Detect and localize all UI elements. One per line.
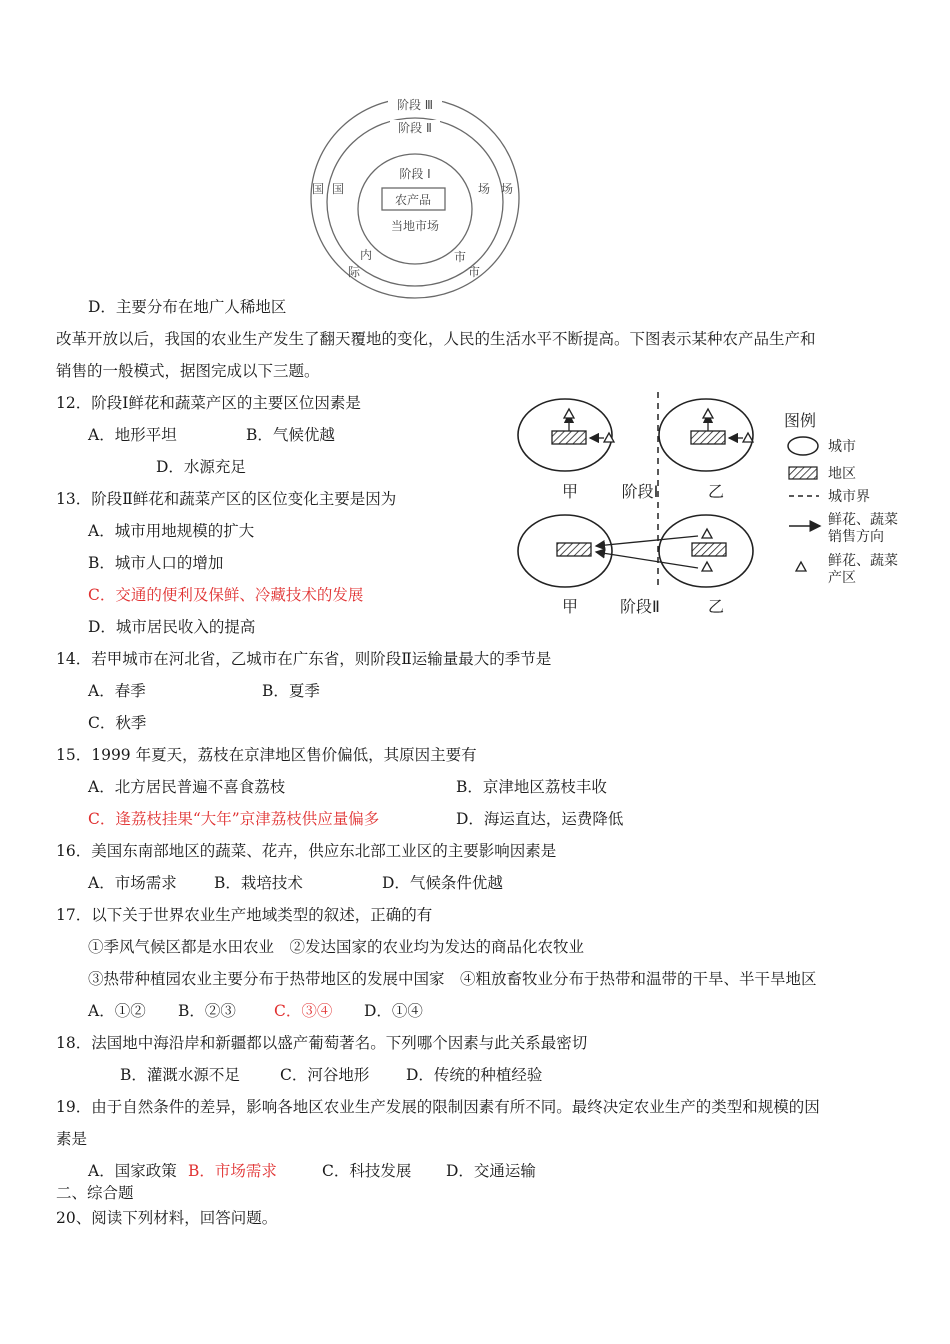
- stage-diagram: [508, 388, 928, 628]
- q15-option-d: D．海运直达，运费降低: [456, 810, 624, 828]
- producer-yi-stage2-bottom: [702, 562, 712, 571]
- intro-line-1: 改革开放以后，我国的农业生产发生了翻天覆地的变化，人民的生活水平不断提高。下图表示某种农产品生产和: [56, 330, 816, 348]
- q15-option-b: B．京津地区荔枝丰收: [456, 778, 607, 796]
- legend-city-label: 城市: [828, 439, 856, 455]
- q19-option-c: C．科技发展: [322, 1162, 412, 1180]
- q13-option-d: D．城市居民收入的提高: [88, 618, 256, 636]
- q14-option-b: B．夏季: [262, 682, 320, 700]
- q16-option-a: A．市场需求: [88, 874, 177, 892]
- producer-yi-stage1-top: [703, 409, 713, 418]
- area-yi-stage2: [692, 543, 726, 556]
- q17-statement-1: ①季风气候区都是水田农业 ②发达国家的农业均为发达的商品化农牧业: [88, 938, 585, 956]
- local-market-label: 当地市场: [390, 219, 440, 233]
- q16-option-d: D．气候条件优越: [382, 874, 503, 892]
- shi-outer: 市: [467, 265, 481, 279]
- option-d-previous: D．主要分布在地广人稀地区: [88, 298, 287, 316]
- area-yi-stage1: [691, 431, 725, 444]
- guo-inner: 国: [331, 182, 345, 196]
- q19-stem-line-2: 素是: [56, 1130, 88, 1148]
- guo-outer: 国: [311, 182, 325, 196]
- producer-jia-stage1-top: [564, 409, 574, 418]
- q19-option-d: D．交通运输: [446, 1162, 536, 1180]
- legend-area-label: 地区: [828, 466, 856, 482]
- stage1-diagram-label: 阶段Ⅰ: [621, 482, 659, 501]
- q13-stem: 13．阶段Ⅱ鲜花和蔬菜产区的区位变化主要是因为: [56, 490, 397, 508]
- ji-label: 际: [347, 265, 361, 279]
- q14-stem: 14．若甲城市在河北省，乙城市在广东省，则阶段Ⅱ运输量最大的季节是: [56, 650, 552, 668]
- q17-option-c-answer: C．③④: [274, 1002, 333, 1020]
- q16-stem: 16．美国东南部地区的蔬菜、花卉，供应东北部工业区的主要影响因素是: [56, 842, 557, 860]
- q12-option-a: A．地形平坦: [88, 426, 177, 444]
- q18-option-d: D．传统的种植经验: [406, 1066, 543, 1084]
- jia-stage1-label: 甲: [561, 482, 579, 501]
- q14-option-a: A．春季: [88, 682, 146, 700]
- product-label: 农产品: [394, 193, 432, 207]
- producer-yi-stage1-right: [743, 433, 753, 442]
- legend-producer-label-1: 鲜花、蔬菜: [828, 553, 898, 569]
- q17-option-d: D．①④: [364, 1002, 423, 1020]
- q19-option-a: A．国家政策: [88, 1162, 177, 1180]
- q16-option-b: B．栽培技术: [214, 874, 303, 892]
- intro-line-2: 销售的一般模式，据图完成以下三题。: [56, 362, 320, 380]
- producer-yi-stage2-top: [702, 529, 712, 538]
- section-2-heading: 二、综合题: [56, 1184, 134, 1202]
- legend-producer-label-2: 产区: [828, 570, 856, 586]
- sales-arrow-1: [596, 536, 698, 546]
- stage3-label: 阶段 Ⅲ: [396, 98, 434, 112]
- legend-border-label: 城市界: [828, 489, 870, 505]
- legend-direction-label-2: 销售方向: [828, 529, 884, 545]
- q13-option-b: B．城市人口的增加: [88, 554, 224, 572]
- q13-option-c-answer: C．交通的便利及保鲜、冷藏技术的发展: [88, 586, 364, 604]
- q18-stem: 18．法国地中海沿岸和新疆都以盛产葡萄著名。下列哪个因素与此关系最密切: [56, 1034, 588, 1052]
- legend-direction-label-1: 鲜花、蔬菜: [828, 512, 898, 528]
- stage2-diagram-label: 阶段Ⅱ: [620, 597, 660, 616]
- legend-area-icon: [789, 467, 817, 479]
- legend-title: 图例: [784, 411, 817, 430]
- q19-stem-line-1: 19．由于自然条件的差异，影响各地区农业生产发展的限制因素有所不同。最终决定农业生产的类型和规模的因: [56, 1098, 820, 1116]
- q19-option-b-answer: B．市场需求: [188, 1162, 277, 1180]
- chang-outer: 场: [500, 182, 514, 196]
- q18-option-c: C．河谷地形: [280, 1066, 370, 1084]
- shi-inner: 市: [453, 250, 467, 264]
- q17-statement-2: ③热带种植园农业主要分布于热带地区的发展中国家 ④粗放畜牧业分布于热带和温带的干旱、半干旱地区: [88, 970, 817, 988]
- q18-option-b: B．灌溉水源不足: [120, 1066, 240, 1084]
- yi-stage1-label: 乙: [707, 482, 725, 501]
- q17-option-a: A．①②: [88, 1002, 146, 1020]
- area-jia-stage2: [557, 543, 591, 556]
- legend-producer-icon: [796, 562, 806, 571]
- q15-stem: 15．1999 年夏天，荔枝在京津地区售价偏低，其原因主要有: [56, 746, 477, 764]
- legend-city-icon: [788, 437, 818, 455]
- q12-stem: 12．阶段Ⅰ鲜花和蔬菜产区的主要区位因素是: [56, 394, 361, 412]
- jia-stage2-label: 甲: [561, 597, 579, 616]
- q12-option-b: B．气候优越: [246, 426, 335, 444]
- q17-option-b: B．②③: [178, 1002, 236, 1020]
- q14-option-c: C．秋季: [88, 714, 147, 732]
- stage1-label: 阶段 Ⅰ: [399, 167, 431, 181]
- market-circles-diagram: [300, 92, 530, 304]
- stage2-label: 阶段 Ⅱ: [398, 121, 432, 135]
- q20-stem: 20、阅读下列材料，回答问题。: [56, 1209, 278, 1227]
- yi-stage2-label: 乙: [707, 597, 725, 616]
- area-jia-stage1: [552, 431, 586, 444]
- q15-option-c-answer: C．逢荔枝挂果“大年”京津荔枝供应量偏多: [88, 810, 380, 828]
- chang-inner: 场: [477, 182, 491, 196]
- q13-option-a: A．城市用地规模的扩大: [88, 522, 255, 540]
- q17-stem: 17．以下关于世界农业生产地域类型的叙述，正确的有: [56, 906, 433, 924]
- q12-option-d: D．水源充足: [156, 458, 246, 476]
- q15-option-a: A．北方居民普遍不喜食荔枝: [88, 778, 286, 796]
- nei-label: 内: [359, 248, 373, 262]
